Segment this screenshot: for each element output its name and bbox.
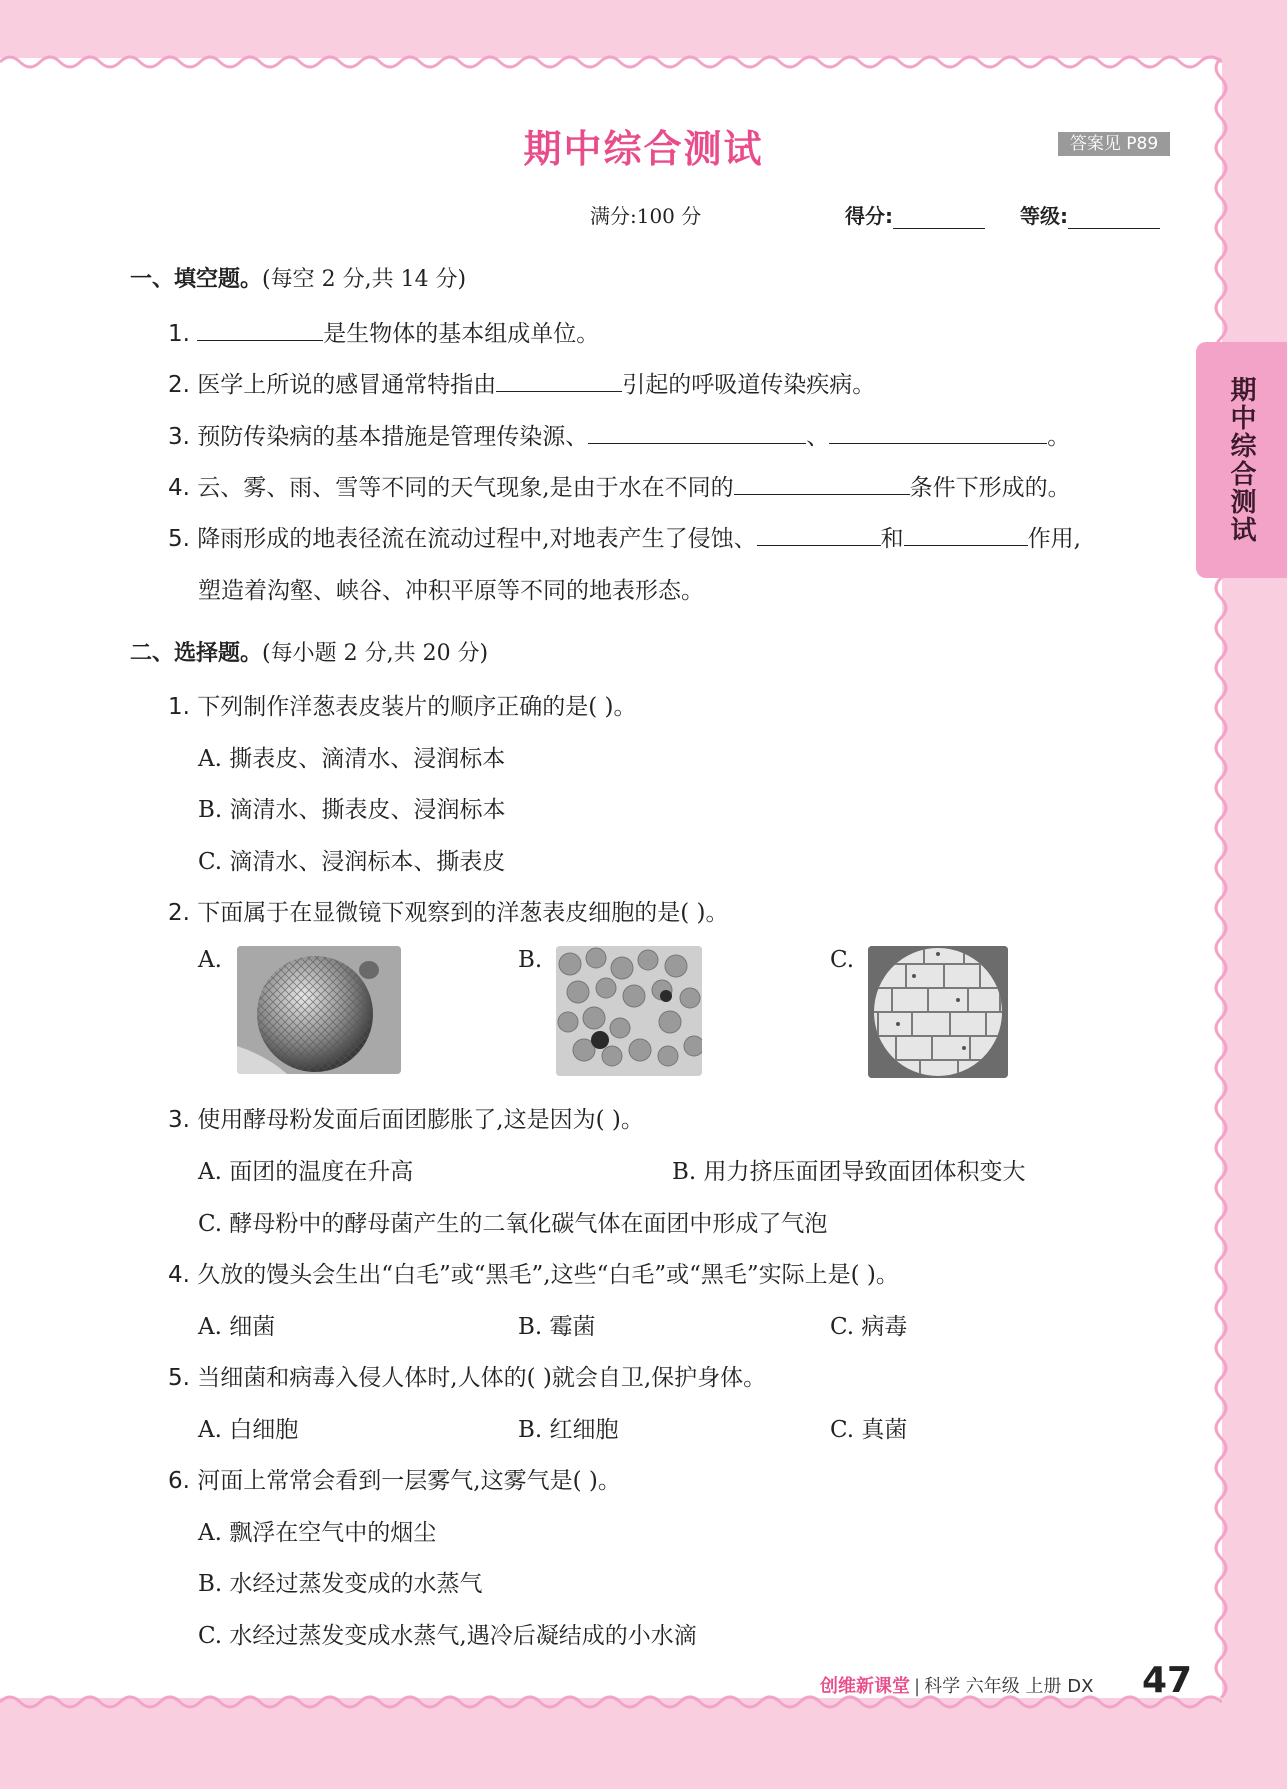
page-number: 47 xyxy=(1142,1660,1193,1701)
question-text: 、 xyxy=(806,424,830,450)
top-wavy-border xyxy=(0,50,1222,74)
section-2-title: 二、选择题。 xyxy=(130,641,263,666)
red-blood-cells-image xyxy=(556,946,702,1076)
option-c[interactable]: C. xyxy=(830,947,855,973)
fill-question-2 xyxy=(168,366,875,399)
question-text: 条件下形成的。 xyxy=(909,475,1071,501)
option-c[interactable]: C. 真菌 xyxy=(830,1417,908,1443)
option-b[interactable]: B. 红细胞 xyxy=(518,1417,619,1443)
answer-blank[interactable] xyxy=(734,474,910,495)
section-1-note: (每空 2 分,共 14 分) xyxy=(262,267,467,292)
page-footer xyxy=(820,1672,1093,1698)
question-text: 。 xyxy=(1047,424,1071,450)
side-tab-label: 期中综合测试 xyxy=(1226,376,1256,544)
option-b[interactable]: B. xyxy=(518,947,543,973)
choice-question-1 xyxy=(168,688,637,721)
grade-field xyxy=(1020,200,1160,229)
answer-blank[interactable] xyxy=(904,525,1028,546)
footer-info: 科学 六年级 上册 DX xyxy=(924,1676,1094,1697)
question-text: 是生物体的基本组成单位。 xyxy=(323,321,600,347)
answer-blank[interactable] xyxy=(757,525,881,546)
answer-blank[interactable] xyxy=(197,320,323,341)
question-number: 5. xyxy=(168,1365,190,1391)
question-number: 4. xyxy=(168,1262,190,1288)
choice-question-4 xyxy=(168,1256,899,1289)
question-text: 使用酵母粉发面后面团膨胀了,这是因为( )。 xyxy=(197,1107,644,1133)
option-c[interactable]: C. 滴清水、浸润标本、撕表皮 xyxy=(198,849,506,875)
fill-question-1 xyxy=(168,315,599,348)
fill-question-3 xyxy=(168,418,1070,451)
answer-reference-badge: 答案见 P89 xyxy=(1058,132,1170,156)
question-text: 预防传染病的基本措施是管理传染源、 xyxy=(197,424,589,450)
question-text: 医学上所说的感冒通常特指由 xyxy=(197,372,497,398)
grade-label: 等级: xyxy=(1020,204,1068,228)
answer-blank[interactable] xyxy=(496,371,622,392)
choice-question-5 xyxy=(168,1359,766,1392)
option-a[interactable]: A. 面团的温度在升高 xyxy=(198,1159,414,1185)
score-field xyxy=(845,200,985,229)
question-number: 2. xyxy=(168,900,190,926)
question-text: 引起的呼吸道传染疾病。 xyxy=(622,372,876,398)
grade-blank[interactable] xyxy=(1068,208,1160,229)
question-number: 3. xyxy=(168,424,190,450)
pollen-grain-image xyxy=(237,946,401,1074)
fill-question-5-continued: 塑造着沟壑、峡谷、冲积平原等不同的地表形态。 xyxy=(198,578,704,604)
option-a[interactable]: A. xyxy=(198,947,222,973)
question-text: 云、雾、雨、雪等不同的天气现象,是由于水在不同的 xyxy=(197,475,734,501)
option-b[interactable]: B. 霉菌 xyxy=(518,1314,596,1340)
option-c[interactable]: C. 病毒 xyxy=(830,1314,908,1340)
answer-blank[interactable] xyxy=(829,423,1047,444)
footer-brand: 创维新课堂 xyxy=(820,1676,910,1697)
fill-question-4 xyxy=(168,469,1071,502)
question-text: 作用, xyxy=(1027,526,1081,552)
side-tab xyxy=(1196,342,1287,578)
option-a[interactable]: A. 撕表皮、滴清水、浸润标本 xyxy=(198,746,506,772)
option-b[interactable]: B. 滴清水、撕表皮、浸润标本 xyxy=(198,797,506,823)
question-number: 4. xyxy=(168,475,190,501)
section-2-note: (每小题 2 分,共 20 分) xyxy=(262,641,489,666)
choice-question-6 xyxy=(168,1462,621,1495)
option-a[interactable]: A. 细菌 xyxy=(198,1314,276,1340)
option-c[interactable]: C. 水经过蒸发变成水蒸气,遇冷后凝结成的小水滴 xyxy=(198,1623,697,1649)
score-label: 得分: xyxy=(845,204,893,228)
score-blank[interactable] xyxy=(893,208,985,229)
fill-question-5 xyxy=(168,520,1081,553)
full-score: 满分:100 分 xyxy=(590,204,702,228)
question-text: 降雨形成的地表径流在流动过程中,对地表产生了侵蚀、 xyxy=(197,526,757,552)
section-1-title: 一、填空题。 xyxy=(130,267,263,292)
choice-question-3 xyxy=(168,1101,644,1134)
question-text: 久放的馒头会生出“白毛”或“黑毛”,这些“白毛”或“黑毛”实际上是( )。 xyxy=(197,1262,899,1288)
option-a[interactable]: A. 白细胞 xyxy=(198,1417,299,1443)
right-wavy-border xyxy=(1210,58,1232,1698)
question-number: 1. xyxy=(168,321,190,347)
choice-question-2 xyxy=(168,894,729,927)
option-b[interactable]: B. 水经过蒸发变成的水蒸气 xyxy=(198,1571,483,1597)
onion-epidermis-cells-image xyxy=(868,946,1008,1078)
question-number: 3. xyxy=(168,1107,190,1133)
question-text: 和 xyxy=(880,526,904,552)
section-2-heading xyxy=(130,636,488,667)
question-text: 下面属于在显微镜下观察到的洋葱表皮细胞的是( )。 xyxy=(197,900,729,926)
answer-blank[interactable] xyxy=(588,423,806,444)
option-b[interactable]: B. 用力挤压面团导致面团体积变大 xyxy=(672,1159,1026,1185)
page-title: 期中综合测试 xyxy=(523,127,764,171)
option-c[interactable]: C. 酵母粉中的酵母菌产生的二氧化碳气体在面团中形成了气泡 xyxy=(198,1211,828,1237)
question-text: 河面上常常会看到一层雾气,这雾气是( )。 xyxy=(197,1468,621,1494)
question-text: 当细菌和病毒入侵人体时,人体的( )就会自卫,保护身体。 xyxy=(197,1365,767,1391)
question-number: 6. xyxy=(168,1468,190,1494)
question-number: 5. xyxy=(168,526,190,552)
footer-separator: | xyxy=(914,1676,921,1697)
paper-sheet xyxy=(0,58,1222,1698)
option-a[interactable]: A. 飘浮在空气中的烟尘 xyxy=(198,1520,437,1546)
question-number: 2. xyxy=(168,372,190,398)
section-1-heading xyxy=(130,262,466,293)
question-number: 1. xyxy=(168,694,190,720)
question-text: 下列制作洋葱表皮装片的顺序正确的是( )。 xyxy=(197,694,637,720)
